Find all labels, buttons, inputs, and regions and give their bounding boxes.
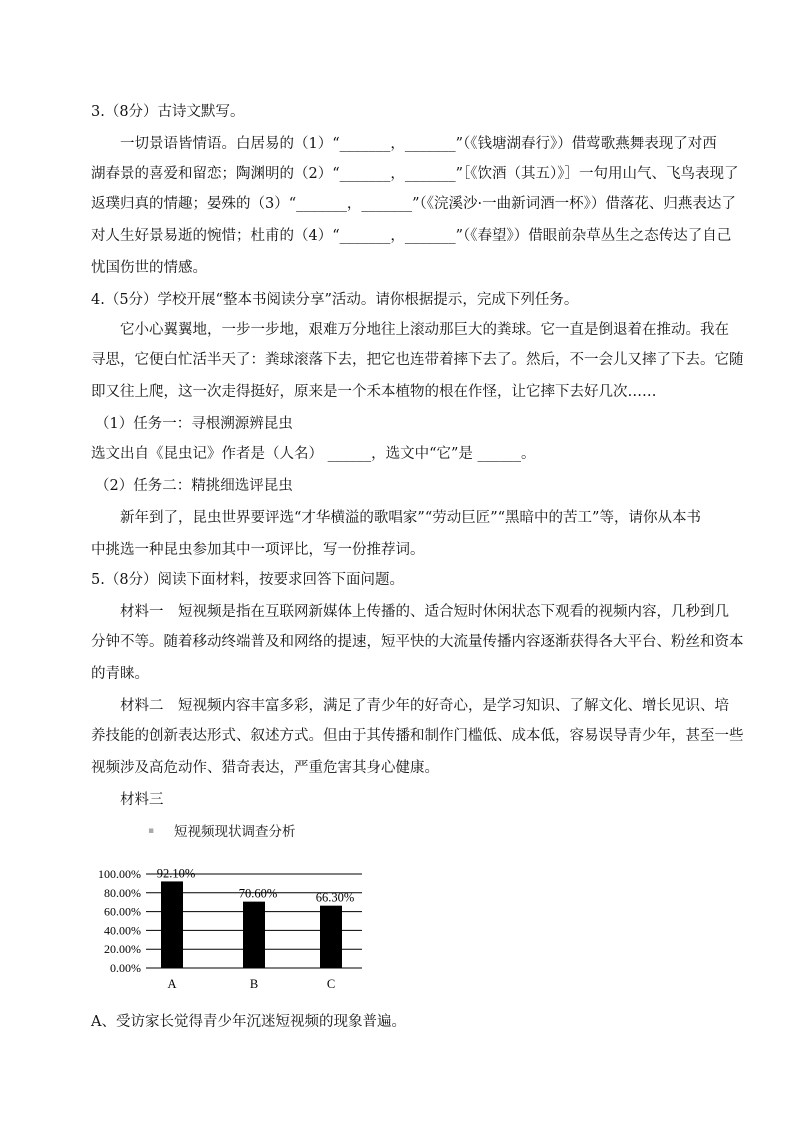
bar-chart bbox=[82, 854, 372, 994]
q4-task2-title: （2）任务二：精挑细选评昆虫 bbox=[95, 478, 293, 494]
bar-b bbox=[243, 902, 265, 968]
chart-title-marker: ▪ bbox=[148, 826, 155, 836]
q4-task1-title: （1）任务一：寻根溯源辨昆虫 bbox=[95, 416, 293, 432]
q5-material2-line-1: 材料二 短视频内容丰富多彩，满足了青少年的好奇心，是学习知识、了解文化、增长见识、培 bbox=[120, 698, 729, 714]
y-tick-label: 100.00% bbox=[98, 867, 141, 881]
q4-passage-2: 寻思，它便白忙活半天了：粪球滚落下去，把它也连带着摔下去了。然后，不一会儿又摔了下去。它随 bbox=[91, 352, 744, 368]
q3-line-5: 忧国伤世的情感。 bbox=[91, 260, 207, 276]
q5-material2-line-2: 养技能的创新表达形式、叙述方式。但由于其传播和制作门槛低、成本低，容易误导青少年，甚至一些 bbox=[91, 728, 744, 744]
y-tick-label: 80.00% bbox=[104, 885, 141, 900]
q5-material1-line-1: 材料一 短视频是指在互联网新媒体上传播的、适合短时休闲状态下观看的视频内容，几秒到几 bbox=[120, 604, 729, 620]
q3-heading: 3.（8分）古诗文默写。 bbox=[91, 104, 245, 120]
q5-material1-line-3: 的青睐。 bbox=[91, 666, 149, 682]
x-category-label: B bbox=[249, 977, 259, 991]
y-tick-label: 40.00% bbox=[104, 923, 141, 938]
q3-line-4: 对人生好景易逝的惋惜；杜甫的（4）“_______，_______”（《春望》）借眼前杂草丛生之态传达了自己 bbox=[91, 228, 732, 244]
q3-line-2: 湖春景的喜爱和留恋；陶渊明的（2）“_______，_______”［《饮酒（其五）》］一句用山气、飞鸟表现了 bbox=[91, 166, 739, 182]
q4-task2-line-1: 新年到了，昆虫世界要评选“才华横溢的歌唱家”“劳动巨匠”“黑暗中的苦工”等，请你从本书 bbox=[120, 510, 701, 526]
q3-line-1: 一切景语皆情语。白居易的（1）“_______，_______”（《钱塘湖春行》）借莺歌燕舞表现了对西 bbox=[120, 136, 717, 152]
bar-c bbox=[320, 906, 342, 968]
bar-value-label: 92.10% bbox=[156, 866, 196, 881]
chart-title: 短视频现状调查分析 bbox=[174, 824, 296, 840]
q4-passage-3: 即又往上爬，这一次走得挺好，原来是一个禾本植物的根在作怪，让它摔下去好几次…… bbox=[91, 384, 657, 400]
x-category-label: A bbox=[167, 977, 177, 991]
q3-line-3: 返璞归真的情趣；晏殊的（3）“_______，_______”（《浣溪沙·一曲新词酒一杯》）借落花、归燕表达了 bbox=[91, 196, 736, 212]
q4-task2-line-2: 中挑选一种昆虫参加其中一项评比，写一份推荐词。 bbox=[91, 542, 425, 558]
q4-heading: 4.（5分）学校开展“整本书阅读分享”活动。请你根据提示，完成下列任务。 bbox=[91, 292, 579, 308]
q5-material1-line-2: 分钟不等。随着移动终端普及和网络的提速，短平快的大流量传播内容逐渐获得各大平台、粉丝和资本 bbox=[91, 634, 744, 650]
bar-value-label: 66.30% bbox=[315, 890, 355, 905]
q5-heading: 5.（8分）阅读下面材料，按要求回答下面问题。 bbox=[91, 572, 405, 588]
bar-a bbox=[161, 881, 183, 968]
bar-value-label: 70.60% bbox=[238, 886, 278, 901]
y-tick-label: 60.00% bbox=[104, 904, 141, 919]
x-category-label: C bbox=[326, 977, 336, 991]
y-tick-label: 0.00% bbox=[110, 961, 141, 975]
q4-passage-1: 它小心翼翼地，一步一步地，艰难万分地往上滚动那巨大的粪球。它一直是倒退着在推动。我在 bbox=[120, 322, 729, 338]
y-tick-label: 20.00% bbox=[104, 942, 141, 957]
q4-task1-text: 选文出自《昆虫记》作者是（人名） ______，选文中“它”是 ______。 bbox=[91, 446, 536, 462]
q5-material3-label: 材料三 bbox=[120, 792, 164, 808]
q5-material2-line-3: 视频涉及高危动作、猎奇表达，严重危害其身心健康。 bbox=[91, 760, 439, 776]
q5-note: A、受访家长觉得青少年沉迷短视频的现象普遍。 bbox=[91, 1014, 406, 1030]
